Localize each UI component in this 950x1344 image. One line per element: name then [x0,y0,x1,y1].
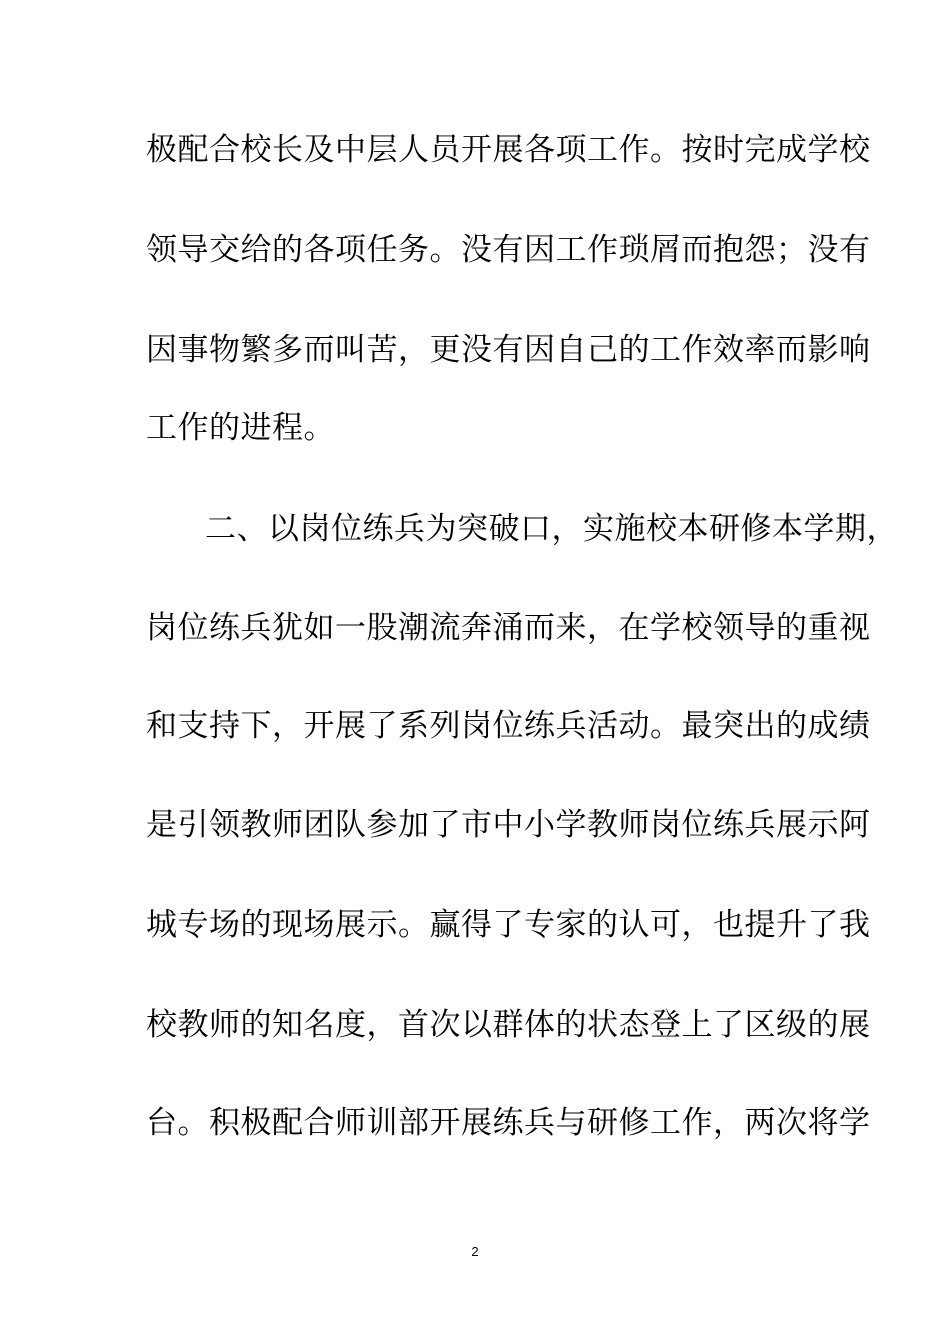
body-text-line: 领导交给的各项任务。没有因工作琐屑而抱怨；没有 [146,232,871,268]
page-number: 2 [471,1244,479,1259]
body-text-line: 岗位练兵犹如一股潮流奔涌而来，在学校领导的重视 [146,610,871,646]
body-text-line: 工作的进程。 [146,410,335,446]
body-text-line: 城专场的现场展示。赢得了专家的认可，也提升了我 [146,907,871,943]
body-text-line: 台。积极配合师训部开展练兵与研修工作，两次将学 [146,1105,871,1141]
body-text-line: 和支持下，开展了系列岗位练兵活动。最突出的成绩 [146,708,871,744]
body-text-line: 校教师的知名度，首次以群体的状态登上了区级的展 [146,1007,871,1043]
body-text-line: 是引领教师团队参加了市中小学教师岗位练兵展示阿 [146,807,871,843]
body-text-line: 因事物繁多而叫苦，更没有因自己的工作效率而影响 [146,332,871,368]
section-heading-line: 二、以岗位练兵为突破口，实施校本研修本学期， [205,511,898,547]
body-text-line: 极配合校长及中层人员开展各项工作。按时完成学校 [146,132,871,168]
